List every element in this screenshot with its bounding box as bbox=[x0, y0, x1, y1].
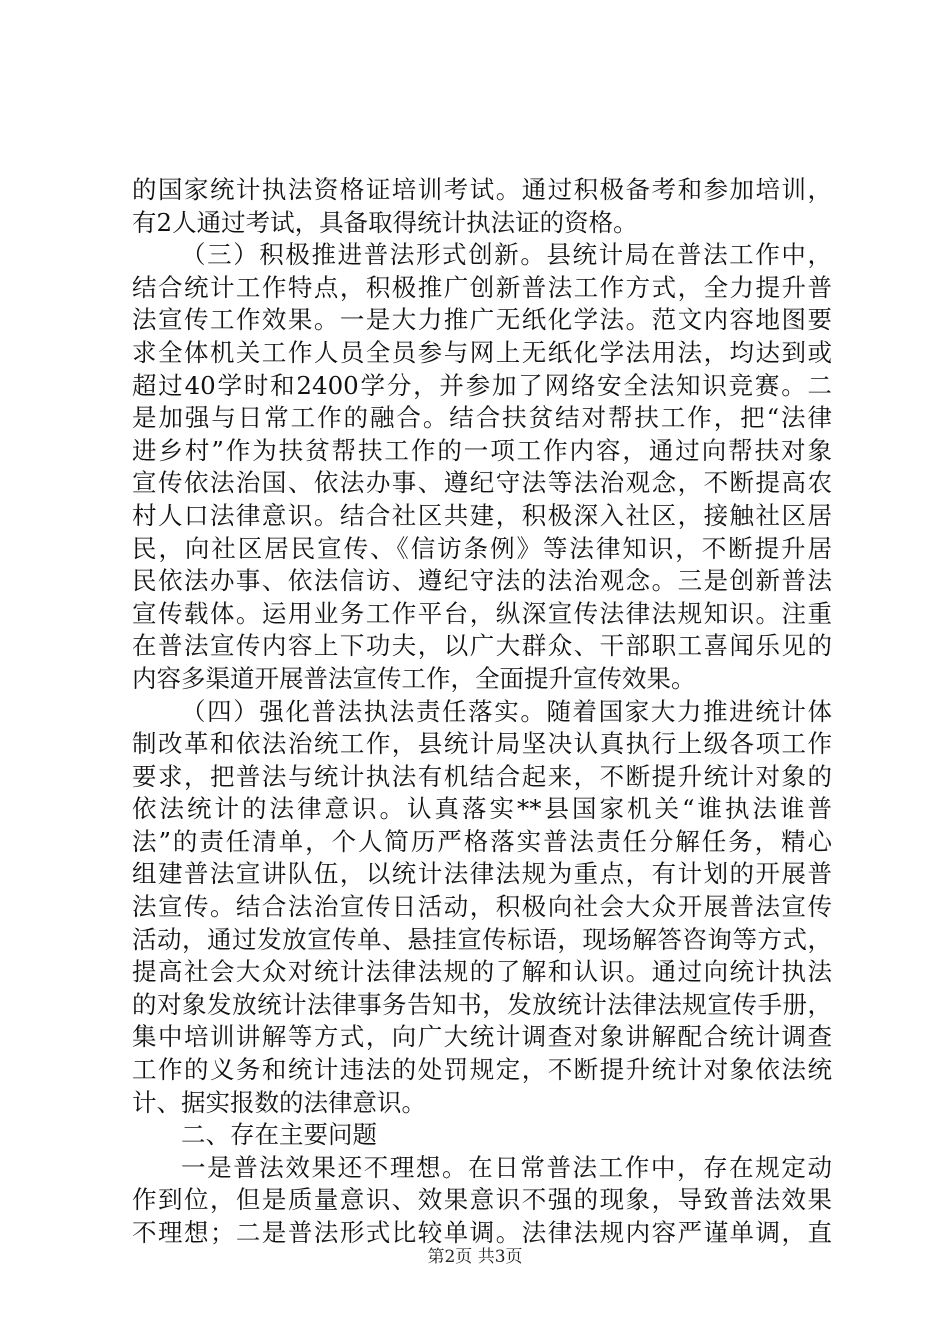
document-body bbox=[132, 174, 832, 1250]
text-line: 民依法办事、依法信访、遵纪守法的法治观念。三是创新普法 bbox=[132, 566, 832, 596]
text-line: 集中培训讲解等方式，向广大统计调查对象讲解配合统计调查 bbox=[132, 1022, 832, 1052]
text-line: 一是普法效果还不理想。在日常普法工作中，存在规定动 bbox=[181, 1152, 832, 1182]
text-line: 民，向社区居民宣传、《信访条例》等法律知识，不断提升居 bbox=[132, 533, 832, 563]
text-line: 法宣传工作效果。一是大力推广无纸化学法。范文内容地图要 bbox=[132, 305, 832, 335]
text-line: 是加强与日常工作的融合。结合扶贫结对帮扶工作，把“法律 bbox=[132, 403, 832, 433]
text-line: 村人口法律意识。结合社区共建，积极深入社区，接触社区居 bbox=[132, 500, 832, 530]
text-line: 二、存在主要问题 bbox=[181, 1120, 377, 1150]
text-line: 在普法宣传内容上下功夫，以广大群众、干部职工喜闻乐见的 bbox=[132, 631, 832, 661]
text-line: 组建普法宣讲队伍，以统计法律法规为重点，有计划的开展普 bbox=[132, 859, 832, 889]
text-line: 活动，通过发放宣传单、悬挂宣传标语，现场解答咨询等方式， bbox=[132, 924, 832, 954]
text-line: 作到位，但是质量意识、效果意识不强的现象，导致普法效果 bbox=[132, 1185, 832, 1215]
text-line: 求全体机关工作人员全员参与网上无纸化学法用法，均达到或 bbox=[132, 337, 832, 367]
page-footer: 第2页 共3页 bbox=[427, 1247, 523, 1267]
text-line: 结合统计工作特点，积极推广创新普法工作方式，全力提升普 bbox=[132, 272, 832, 302]
text-line: 超过40学时和2400学分，并参加了网络安全法知识竞赛。二 bbox=[132, 370, 832, 400]
text-line: 进乡村”作为扶贫帮扶工作的一项工作内容，通过向帮扶对象 bbox=[132, 435, 832, 465]
text-line: 不理想；二是普法形式比较单调。法律法规内容严谨单调，直 bbox=[132, 1218, 832, 1247]
text-line: 内容多渠道开展普法宣传工作，全面提升宣传效果。 bbox=[132, 663, 696, 693]
text-line: 工作的义务和统计违法的处罚规定，不断提升统计对象依法统 bbox=[132, 1055, 832, 1085]
text-line: 的对象发放统计法律事务告知书，发放统计法律法规宣传手册， bbox=[132, 989, 832, 1019]
text-line: 法”的责任清单，个人简历严格落实普法责任分解任务，精心 bbox=[132, 826, 832, 856]
text-line: 计、据实报数的法律意识。 bbox=[132, 1087, 426, 1117]
text-line: 的国家统计执法资格证培训考试。通过积极备考和参加培训， bbox=[132, 175, 832, 204]
text-line: 制改革和依法治统工作，县统计局坚决认真执行上级各项工作 bbox=[132, 729, 832, 759]
text-line: 要求，把普法与统计执法有机结合起来，不断提升统计对象的 bbox=[132, 761, 832, 791]
text-line: 宣传载体。运用业务工作平台，纵深宣传法律法规知识。注重 bbox=[132, 598, 832, 628]
text-line: 有2人通过考试，具备取得统计执法证的资格。 bbox=[132, 207, 638, 237]
text-line: 提高社会大众对统计法律法规的了解和认识。通过向统计执法 bbox=[132, 957, 832, 987]
text-line: （四）强化普法执法责任落实。随着国家大力推进统计体 bbox=[181, 696, 832, 726]
text-line: 宣传依法治国、依法办事、遵纪守法等法治观念，不断提高农 bbox=[132, 468, 832, 498]
text-line: 法宣传。结合法治宣传日活动，积极向社会大众开展普法宣传 bbox=[132, 892, 832, 922]
text-line: 依法统计的法律意识。认真落实**县国家机关“谁执法谁普 bbox=[132, 794, 832, 824]
text-line: （三）积极推进普法形式创新。县统计局在普法工作中， bbox=[181, 240, 832, 270]
